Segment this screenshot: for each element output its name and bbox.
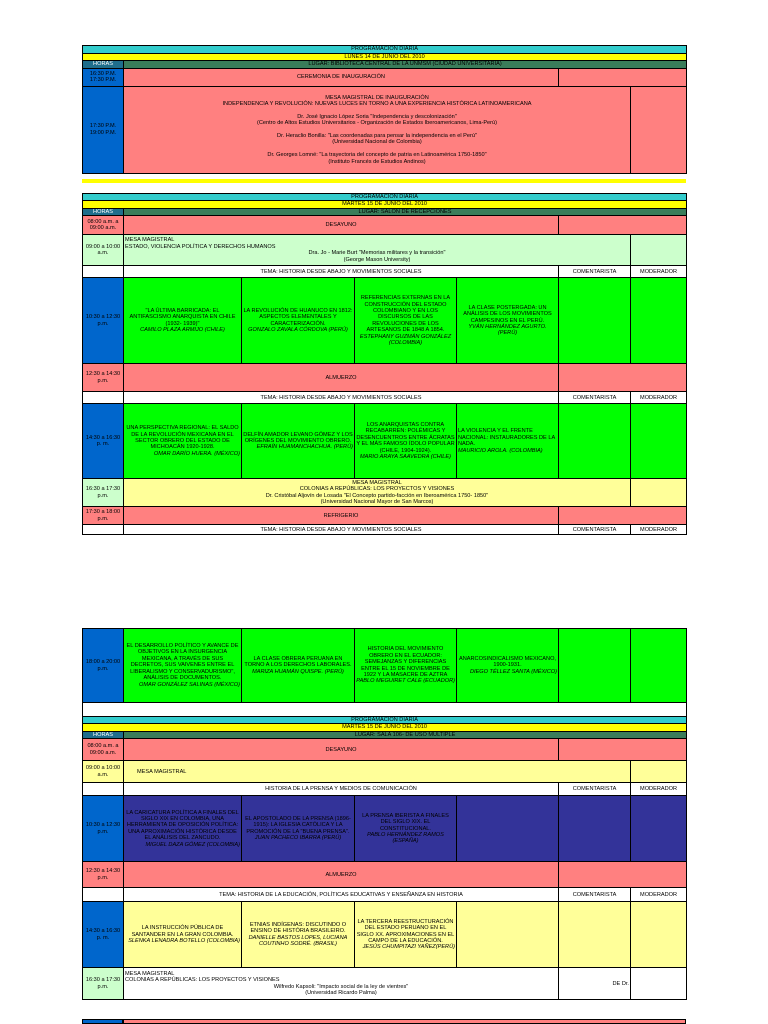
paper-cell: LA CLASE POSTERGADA: UN ANÁLISIS DE LOS MOVIMIENTOS CAMPESINOS EN EL PERÚ. YVÁN HERNÁNDEZ AGURTO. (PERÚ) (457, 278, 559, 364)
speaker-3: Dr. Georges Lomné: "La trayectoria del concepto de patria en Latinoamérica 1750-1850" (267, 152, 487, 159)
time-cell: 17:30 P.M. 19:00 P.M. (83, 86, 124, 173)
keynote-panel (124, 86, 631, 173)
moderator-header: MODERADOR (631, 783, 687, 796)
paper-cell: LA INSTRUCCIÓN PÚBLICA DE SANTANDER EN LA GRAN COLOMBIA. SLENKA LENADRA BOTELLO (COLOMBIA) (124, 902, 242, 968)
moderator-header: MODERADOR (631, 266, 687, 278)
inauguration-ceremony: CEREMONIA DE INAUGURACIÓN (124, 68, 559, 86)
speaker-3-affiliation: (Instituto Francés de Estudios Andinos) (328, 158, 426, 165)
block-date: MARTES 15 DE JUNIO DEL 2010 (83, 201, 687, 208)
time-cell: 17:30 a 18:00 p.m. (83, 507, 124, 525)
panel-title: MESA MAGISTRAL (352, 479, 402, 486)
time-cell: 09:00 a 10:00 a.m. (83, 235, 124, 266)
panel-theme: ESTADO, VIOLENCIA POLÍTICA Y DERECHOS HUMANOS (125, 243, 276, 250)
keynote-panel (124, 968, 559, 1000)
speaker-1: Dr. José Ignacio López Soria "Independencia y descolonización" (297, 113, 457, 120)
speaker-affiliation: (Universidad Nacional Mayor de San Marcos) (320, 499, 434, 506)
keynote-panel: MESA MAGISTRAL (124, 761, 631, 783)
panel-theme: COLONIAS A REPÚBLICAS: LOS PROYECTOS Y VISIONES (125, 977, 280, 984)
block-place: LUGAR: BIBLIOTECA CENTRAL DE LA UNMSM (CIUDAD UNIVERSITARIA) (124, 61, 687, 68)
hours-header: HORAS (83, 61, 124, 68)
speaker-affiliation: (Universidad Ricardo Palma) (305, 990, 377, 997)
time-cell: 16:30 a 17:30 p.m. (83, 968, 124, 1000)
paper-cell: LA CLASE OBRERA PERUANA EN TORNO A LOS DERECHOS LABORALES. MARIZA HUAMÁN QUISPE. (PERÚ) (242, 629, 355, 703)
panel-title: MESA MAGISTRAL (125, 237, 175, 244)
panel-theme: INDEPENDENCIA Y REVOLUCIÓN: NUEVAS LUCES EN TORNO A UNA EXPERIENCIA HISTÓRICA LATINOAMERICANA (222, 100, 532, 107)
speaker: Dra. Jo - Marie Burt "Memorias militares y la transición" (308, 250, 446, 257)
time-cell: 08:00 a.m. a 09:00 a.m. (83, 216, 124, 235)
panel-title: MESA MAGISTRAL DE INAUGURACIÓN (325, 94, 429, 101)
panel-title: MESA MAGISTRAL (125, 970, 175, 977)
time-cell: 16:30 P.M. 17:30 P.M. (83, 68, 124, 86)
commentator-header: COMENTARISTA (559, 783, 631, 796)
moderator-header: MODERADOR (631, 888, 687, 902)
speaker: Wilfredo Kapsoli: "Impacto social de la ley de vientres" (273, 983, 409, 990)
time-cell: 09:00 a 10:00 a.m. (83, 761, 124, 783)
block-place: LUGAR: SALON DE RECEPCIONES (124, 208, 687, 215)
block-date: MARTES 15 DE JUNIO DEL 2010 (83, 724, 687, 731)
panel-theme: COLONIAS A REPÚBLICAS: LOS PROYECTOS Y VISIONES (299, 486, 455, 493)
speaker-prefix: DE Dr. (559, 968, 631, 1000)
paper-cell: DELFÍN AMADOR LEVANO GÓMEZ Y LOS ORÍGENES DEL MOVIMIENTO OBRERO. EFRAÍN HUAMANCHACHUA. (PERÚ) (242, 404, 355, 479)
theme-row: TEMA: HISTORIA DESDE ABAJO Y MOVIMIENTOS SOCIALES (124, 392, 559, 404)
divider-bar (82, 179, 686, 183)
commentator-header: COMENTARISTA (559, 266, 631, 278)
paper-cell: LOS ANARQUISTAS CONTRA RECABARREN: POLÉMICAS Y DESENCUENTROS ENTRE ÁCRATAS Y EL MÁS FAMOSO ÍDOLO POPULAR (CHILE, 1904-1924). MARIO ARAYA SAAVEDRA (CHILE) (355, 404, 457, 479)
block-title: PROGRAMACIÓN DIARIA (83, 717, 687, 724)
speaker-1-affiliation: (Centro de Altos Estudios Universitarios - Organización de Estados Iberoamericanos, Lima-Perú) (256, 120, 498, 127)
paper-cell: LA TERCERA REESTRUCTURACIÓN DEL ESTADO PERUANO EN EL SIGLO XX. APROXIMACIONES EN EL CAMPO DE LA EDUCACIÓN. JESÚS CHUMPITAZI YAÑEZ(PERÚ) (355, 902, 457, 968)
keynote-panel (124, 235, 631, 266)
paper-cell: LA CARICATURA POLÍTICA A FINALES DEL SIGLO XIX EN COLOMBIA, UNA HERRAMIENTA DE OPOSICIÓN POLÍTICA: UNA APROXIMACIÓN HISTÓRICA DESDE EL ANÁLISIS DEL ZANCUDO. MIGUEL DAZA GÓMEZ (COLOMBIA) (124, 796, 242, 862)
time-cell: 10:30 a 12:30 p.m. (83, 796, 124, 862)
paper-cell: UNA PERSPECTIVA REGIONAL: EL SALDO DE LA REVOLUCIÓN MEXICANA EN EL SECTOR OBRERO DEL ESTADO DE MICHOACÁN 1920-1928. OMAR DARÍO HUERA. (MÉXICO) (124, 404, 242, 479)
schedule-tuesday-reception (82, 193, 687, 535)
schedule-tuesday-evening (82, 628, 687, 717)
hours-header: HORAS (83, 731, 124, 738)
theme-row: HISTORIA DE LA PRENSA Y MEDIOS DE COMUNICACIÓN (124, 783, 559, 796)
commentator-header: COMENTARISTA (559, 888, 631, 902)
moderator-header: MODERADOR (631, 392, 687, 404)
theme-row: TEMA: HISTORIA DESDE ABAJO Y MOVIMIENTOS SOCIALES (124, 525, 559, 535)
speaker-affiliation: (George Mason University) (343, 256, 411, 263)
lunch: ALMUERZO (124, 364, 559, 392)
speaker: Dr. Cristóbal Aljovín de Losada "El Concepto partido-facción en Iberoamérica 1750- 1850" (265, 492, 489, 499)
block-title: PROGRAMACIÓN DIARIA (83, 194, 687, 201)
moderator-header: MODERADOR (631, 525, 687, 535)
breakfast: DESAYUNO (124, 739, 559, 761)
keynote-panel (124, 479, 631, 507)
breakfast: DESAYUNO (124, 216, 559, 235)
paper-cell: HISTORIA DEL MOVIMIENTO OBRERO EN EL ECUADOR: SEMEJANZAS Y DIFERENCIAS ENTRE EL 15 DE NOVIEMBRE DE 1922 Y LA MASACRE DE AZTRA PABLO MEGUIRET CALE (ECUADOR) (355, 629, 457, 703)
block-title: PROGRAMACIÓN DIARIA (83, 46, 687, 54)
time-cell: 10:30 a 12:30 p.m. (83, 278, 124, 364)
schedule-tuesday-sala106 (82, 716, 687, 1000)
time-cell: 18:00 a 20:00 p.m. (83, 629, 124, 703)
paper-cell: EL DESARROLLO POLÍTICO Y AVANCE DE OBJETIVOS EN LA INSURGENCIA MEXICANA, A TRAVÉS DE SUS DECRETOS, SUS VAIVENES ENTRE EL LIBERALISMO Y CONSERVADURISMO", ANÁLISIS DE DOCUMENTOS. OMAR GONZÁLEZ SALINAS (MÉXICO) (124, 629, 242, 703)
time-cell: 12:30 a 14:30 p.m. (83, 862, 124, 888)
commentator-header: COMENTARISTA (559, 392, 631, 404)
paper-cell: ANARCOSINDICALISMO MEXICANO, 1900-1931. DIEGO TÉLLEZ SANTA (MÉXICO) (457, 629, 559, 703)
paper-cell: REFERENCIAS EXTERNAS EN LA CONSTRUCCIÓN DEL ESTADO COLOMBIANO Y EN LOS DISCURSOS DE LAS REVOLUCIONES DE LOS ARTESANOS DE 1848 A 1854. ESTEPHANY GUZMÁN GONZÁLEZ (COLOMBIA) (355, 278, 457, 364)
bottom-cutoff (82, 1019, 686, 1024)
theme-row: TEMA: HISTORIA DESDE ABAJO Y MOVIMIENTOS SOCIALES (124, 266, 559, 278)
block-place: LUGAR: SALA 106- DE USO MÚLTIPLE (124, 731, 687, 738)
refreshment: REFRIGERIO (124, 507, 559, 525)
time-cell: 08:00 a.m. a 09:00 a.m. (83, 739, 124, 761)
paper-cell: EL APOSTOLADO DE LA PRENSA (1896-1915): LA IGLESIA CATÓLICA Y LA PROMOCIÓN DE LA "BUENA PRENSA". JUAN PACHECO IBARRA (PERÚ) (242, 796, 355, 862)
hours-header: HORAS (83, 208, 124, 215)
schedule-monday (82, 45, 687, 174)
lunch: ALMUERZO (124, 862, 559, 888)
block-date: LUNES 14 DE JUNIO DEL 2010 (83, 54, 687, 61)
paper-cell: LA PRENSA IBERISTA A FINALES DEL SIGLO XIX. EL CONSTITUCIONAL. PABLO HERNÁNDEZ RAMOS (ESPAÑA) (355, 796, 457, 862)
time-cell: 14:30 a 16:30 p. m. (83, 404, 124, 479)
paper-cell: ETNIAS INDÍGENAS: DISCUTINDO O ENSINO DE HISTÓRIA BRASILEIRO. DANIELLE BASTOS LOPES, LUCIANA COUTINHO SODRÉ. (BRASIL) (242, 902, 355, 968)
commentator-header: COMENTARISTA (559, 525, 631, 535)
paper-cell: LA REVOLUCIÓN DE HUANUCO EN 1812: ASPECTOS ELEMENTALES Y CARACTERIZACIÓN. GONZALO ZAVALA CÓRDOVA (PERÚ) (242, 278, 355, 364)
time-cell: 12:30 a 14:30 p.m. (83, 364, 124, 392)
time-cell: 14:30 a 16:30 p. m. (83, 902, 124, 968)
paper-cell: LA VIOLENCIA Y EL FRENTE NACIONAL: INSTAURADORES DE LA NADA. MAURICIO AROLA. (COLOMBIA) (457, 404, 559, 479)
time-cell: 16:30 a 17:30 p.m. (83, 479, 124, 507)
speaker-2: Dr. Heraclio Bonilla: "Las coordenadas para pensar la independencia en el Perú" (277, 133, 477, 140)
paper-cell: "LA ÚLTIMA BARRICADA: EL ANTIFASCISMO ANARQUISTA EN CHILE (1932- 1939)" CAMILO PLAZA ARMIJO (CHILE) (124, 278, 242, 364)
speaker-2-affiliation: (Universidad Nacional de Colombia) (332, 139, 422, 146)
theme-row: TEMA: HISTORIA DE LA EDUCACIÓN, POLÍTICAS EDUCATIVAS Y ENSEÑANZA EN HISTORIA (124, 888, 559, 902)
